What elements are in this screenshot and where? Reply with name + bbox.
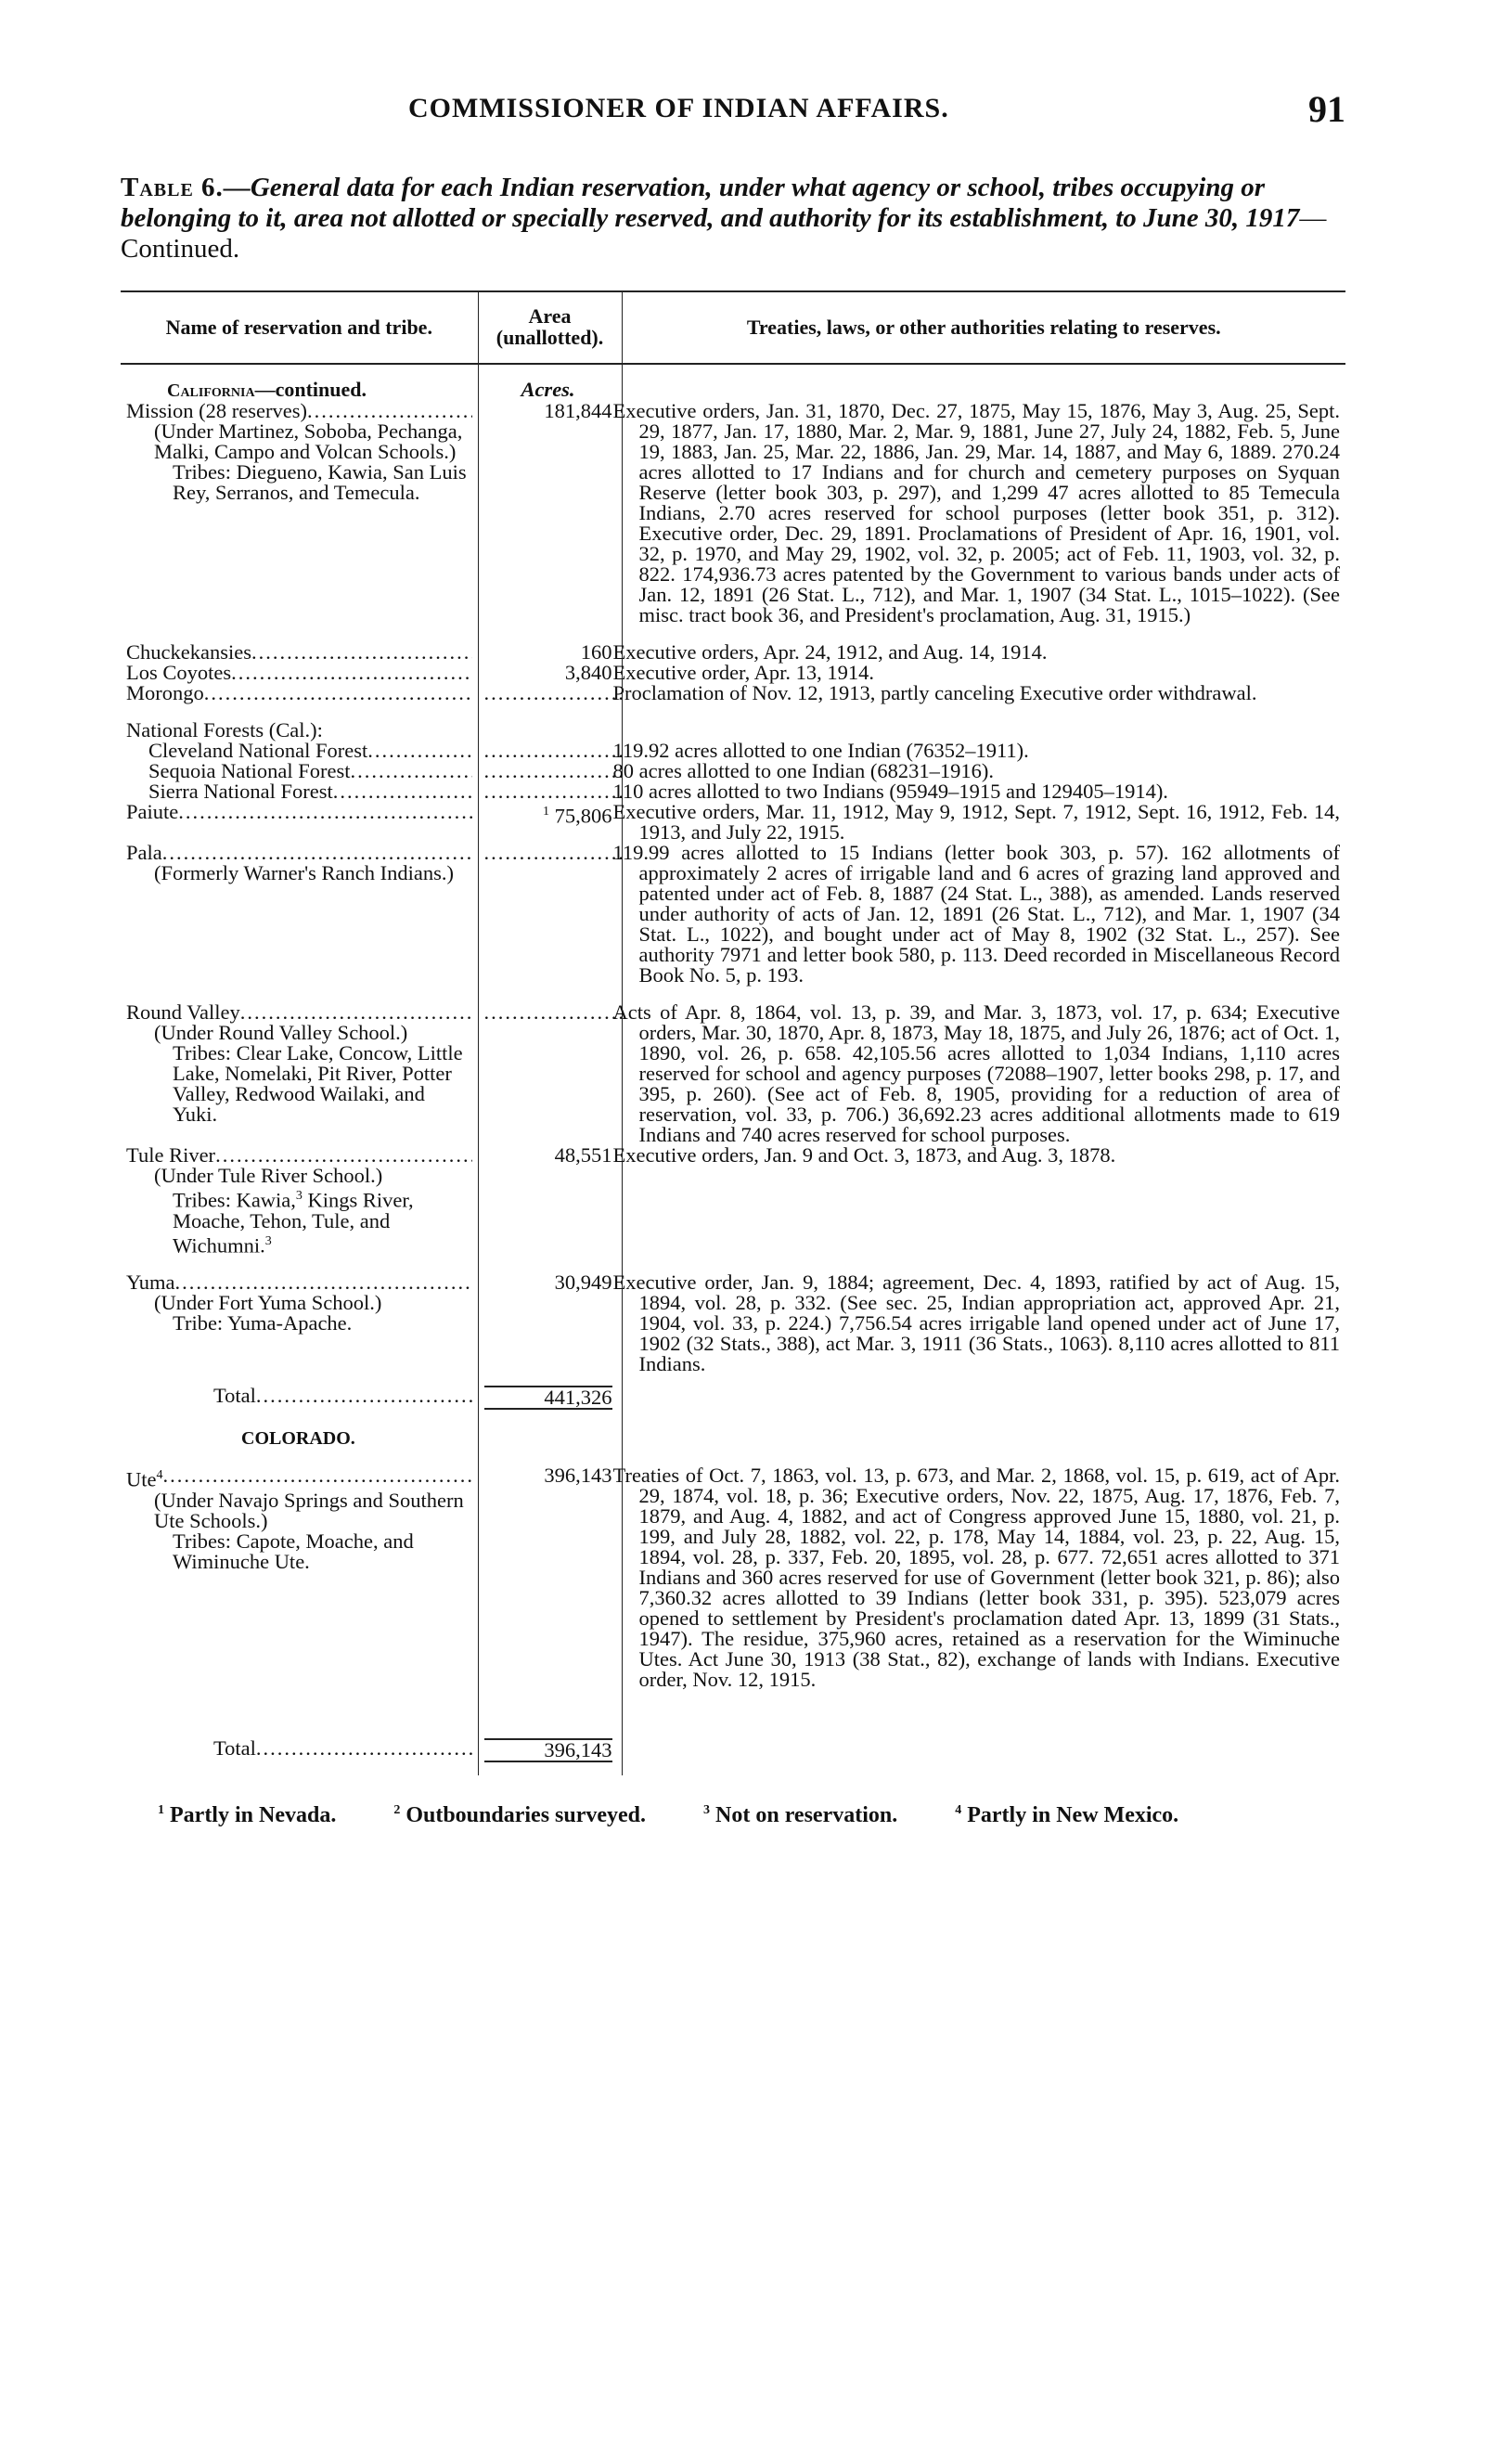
state-heading-row — [121, 364, 1345, 401]
area-cell: 396,143 — [478, 1465, 622, 1690]
state-heading-row — [121, 1410, 1345, 1449]
authority-cell: 80 acres allotted to one Indian (68231–1916). — [612, 759, 995, 782]
agency: (Under Tule River School.) — [154, 1164, 383, 1187]
reservation-name: Cleveland National Forest — [148, 739, 368, 762]
agency: (Formerly Warner's Ranch Indians.) — [154, 861, 454, 884]
agency: (Under Navajo Springs and Southern Ute Schools.) — [154, 1488, 464, 1532]
table-row — [121, 683, 1345, 703]
area-cell: 160 — [478, 642, 622, 663]
table-row — [121, 843, 1345, 986]
authority-cell: Executive orders, Jan. 9 and Oct. 3, 1873, and Aug. 3, 1878. — [612, 1143, 1116, 1167]
reservation-name: Round Valley — [126, 1000, 240, 1024]
table-row — [121, 1002, 1345, 1145]
area-cell: 3,840 — [478, 663, 622, 683]
reservation-table — [121, 290, 1345, 1775]
reservation-name: National Forests (Cal.): — [126, 718, 323, 742]
table-row — [121, 761, 1345, 781]
table-row — [121, 1465, 1345, 1690]
area-cell: $^1$ 75,806 — [478, 802, 622, 843]
reservation-name: Sequoia National Forest — [148, 759, 351, 782]
total-label: Total — [213, 1384, 256, 1407]
authority-cell: Treaties of Oct. 7, 1863, vol. 13, p. 673, and Mar. 2, 1868, vol. 15, p. 619, act of Apr. 29, 1874, vol. 18, p. 36; Executive orders, Nov. 22, 1875, Aug. 17, 1876, Feb. 7, 1879, and Aug. 4, 1882, and act of Congress approved June 15, 1880, vol. 21, p. 199, and July 28, 1882, vol. 22, p. 178, May 14, 1884, vol. 23, p. 22, Aug. 15, 1894, vol. 28, p. 337, Feb. 20, 1895, vol. 28, p. 677. 72,651 acres allotted to 371 Indians and 360 acres reserved for use of Government (letter book 321, p. 86); also 7,360.32 acres allotted to 39 Indians (letter book 331, p. 395). 523,079 acres opened to settlement by President's proclamation dated Apr. 13, 1899 (31 Stats., 1947). The residue, 375,960 acres, retained as a reservation for the Wiminuche Utes. Act June 30, 1913 (38 Stat., 82), exchange of lands with Indians. Executive order, Nov. 12, 1915. — [612, 1464, 1340, 1691]
header-authority: Treaties, laws, or other authorities relating to reserves. — [622, 291, 1345, 364]
authority-cell: Executive orders, Mar. 11, 1912, May 9, 1912, Sept. 7, 1912, Sept. 16, 1912, Feb. 14, 1913, and July 22, 1915. — [612, 800, 1340, 844]
reservation-name: Yuma — [126, 1271, 175, 1294]
table-row — [121, 802, 1345, 843]
reservation-name: Los Coyotes — [126, 661, 232, 684]
table-caption — [121, 173, 1345, 264]
tribes: Tribes: Capote, Moache, and Wiminuche Ute. — [173, 1529, 414, 1573]
agency: (Under Fort Yuma School.) — [154, 1291, 382, 1314]
agency: (Under Round Valley School.) — [154, 1021, 408, 1044]
running-title: COMMISSIONER OF INDIAN AFFAIRS. — [408, 93, 949, 123]
caption-suffix: —Continued. — [121, 203, 1327, 264]
table-row — [121, 1272, 1345, 1374]
reservation-name: Pala — [126, 841, 162, 864]
tribes: Tribes: Kawia,$^3$ Kings River, Moache, Tehon, Tule, and Wichumni.$^3$ — [173, 1188, 414, 1257]
document-page — [121, 88, 1345, 1828]
authority-cell: Executive order, Jan. 9, 1884; agreement, Dec. 4, 1893, ratified by act of Aug. 15, 1894, vol. 28, p. 332. (See sec. 25, Indian appropriation act, approved Apr. 21, 1904, vol. 33, p. 224.) 7,756.54 acres irrigable land opened under act of June 17, 1902 (32 Stats., 388), act Mar. 3, 1911 (36 Stats., 1063). 8,110 acres allotted to 811 Indians. — [612, 1271, 1340, 1375]
agency: (Under Martinez, Soboba, Pechanga, Malki, Campo and Volcan Schools.) — [154, 419, 463, 463]
reservation-name: Morongo — [126, 681, 204, 704]
table-row — [121, 642, 1345, 663]
caption-italic: —General data for each Indian reservation, under what agency or school, tribes occupying or belonging to it, area not allotted or specially reserved, and authority for its establishment, to June 30, 1917 — [121, 173, 1300, 233]
authority-cell: Executive orders, Apr. 24, 1912, and Aug. 14, 1914. — [612, 640, 1048, 664]
reservation-name: Paiute — [126, 800, 179, 823]
header-row — [121, 291, 1345, 364]
tribes: Tribe: Yuma-Apache. — [173, 1311, 353, 1335]
authority-cell: Acts of Apr. 8, 1864, vol. 13, p. 39, and Mar. 3, 1873, vol. 17, p. 634; Executive orders, Mar. 30, 1870, Apr. 8, 1873, May 18, 1875, and July 26, 1876; act of Oct. 1, 1890, vol. 26, p. 658. 42,105.56 acres allotted to 1,034 Indians, 1,110 acres reserved for school and agency purposes (72088–1907, letter books 298, p. 17, and 395, p. 260). (See act of Feb. 8, 1905, providing for a reduction of area of reservation, vol. 33, p. 706.) 36,692.23 acres additional allotments made to 619 Indians and 740 acres reserved for school purposes. — [612, 1000, 1340, 1146]
reservation-name: Tule River — [126, 1143, 216, 1167]
total-value: 396,143 — [484, 1738, 612, 1762]
reservation-name: Chuckekansies — [126, 640, 251, 664]
table-row — [121, 741, 1345, 761]
caption-lead: Table 6. — [121, 173, 224, 202]
area-cell: 181,844 — [478, 401, 622, 626]
footnote-1: $^1$ Partly in Nevada. — [158, 1803, 337, 1827]
area-cell: 48,551 — [478, 1145, 622, 1256]
table-row — [121, 663, 1345, 683]
state-heading: COLORADO. — [241, 1428, 355, 1449]
authority-cell: Proclamation of Nov. 12, 1913, partly canceling Executive order withdrawal. — [612, 681, 1257, 704]
authority-cell: Executive order, Apr. 13, 1914. — [612, 661, 875, 684]
table-row — [121, 781, 1345, 802]
total-value: 441,326 — [484, 1386, 612, 1410]
running-head — [121, 88, 1345, 148]
total-row — [121, 1727, 1345, 1775]
footnote-4: $^4$ Partly in New Mexico. — [955, 1803, 1179, 1827]
authority-cell: 119.99 acres allotted to 15 Indians (letter book 303, p. 57). 162 allotments of approximately 2 acres of irrigable land and 6 acres of grazing land approved and patented under act of Feb. 8, 1887 (24 Stat. L., 388), as amended. Lands reserved under authority of acts of Jan. 12, 1891 (26 Stat. L., 712), and Mar. 1, 1907 (34 Stat. L., 1022), and bought under act of May 8, 1902 (32 Stat. L., 257). See authority 7971 and letter book 580, p. 113. Deed recorded in Miscellaneous Record Book No. 5, p. 193. — [612, 841, 1340, 987]
page-number: 91 — [1308, 88, 1345, 130]
authority-cell: 110 acres allotted to two Indians (95949–1915 and 129405–1914). — [612, 780, 1168, 803]
table-row — [121, 720, 1345, 741]
footnote-3: $^3$ Not on reservation. — [703, 1803, 898, 1827]
tribes: Tribes: Diegueno, Kawia, San Luis Rey, Serranos, and Temecula. — [173, 460, 467, 504]
acres-label: Acres. — [478, 364, 622, 401]
tribes: Tribes: Clear Lake, Concow, Little Lake, Nomelaki, Pit River, Potter Valley, Redwood Wailaki, and Yuki. — [173, 1041, 463, 1126]
reservation-name: Mission (28 reserves) — [126, 399, 307, 422]
header-name: Name of reservation and tribe. — [121, 291, 478, 364]
reservation-cell — [121, 401, 478, 626]
footnotes — [121, 1803, 1345, 1828]
table-row — [121, 401, 1345, 626]
table-row — [121, 1145, 1345, 1256]
footnote-mark: 1 — [543, 805, 549, 819]
total-row — [121, 1374, 1345, 1410]
footnote-2: $^2$ Outboundaries surveyed. — [393, 1803, 647, 1827]
state-heading: California—continued. — [167, 378, 367, 401]
authority-cell: Executive orders, Jan. 31, 1870, Dec. 27, 1875, May 15, 1876, May 3, Aug. 25, Sept. 29, 1877, Jan. 17, 1880, Mar. 2, Mar. 9, 1881, June 27, July 24, 1882, Feb. 5, June 19, 1883, Jan. 25, Mar. 22, 1886, Jan. 29, Mar. 14, 1887, and May 6, 1889. 270.24 acres allotted to 17 Indians and for church and cemetery purposes on Syquan Reserve (letter book 303, p. 297), and 1,299 47 acres allotted to 85 Temecula Indians, 2.70 acres reserved for school purposes (letter book 351, p. 312). Executive order, Dec. 29, 1891. Proclamations of President of Apr. 16, 1901, vol. 32, p. 1970, and May 29, 1902, vol. 32, p. 2005; act of Feb. 11, 1903, vol. 32, p. 822. 174,936.73 acres patented by the Government to various bands under acts of Jan. 12, 1891 (26 Stat. L., 712), and Mar. 1, 1907 (34 Stat. L., 1015–1022). (See misc. tract book 36, and President's proclamation, Aug. 31, 1915.) — [612, 399, 1340, 626]
total-label: Total — [213, 1736, 256, 1760]
area-cell: 30,949 — [478, 1272, 622, 1374]
header-area: Area (unallotted). — [478, 291, 622, 364]
authority-cell: 119.92 acres allotted to one Indian (76352–1911). — [612, 739, 1029, 762]
reservation-name: Ute$^4$ — [126, 1467, 163, 1491]
reservation-name: Sierra National Forest — [148, 780, 333, 803]
